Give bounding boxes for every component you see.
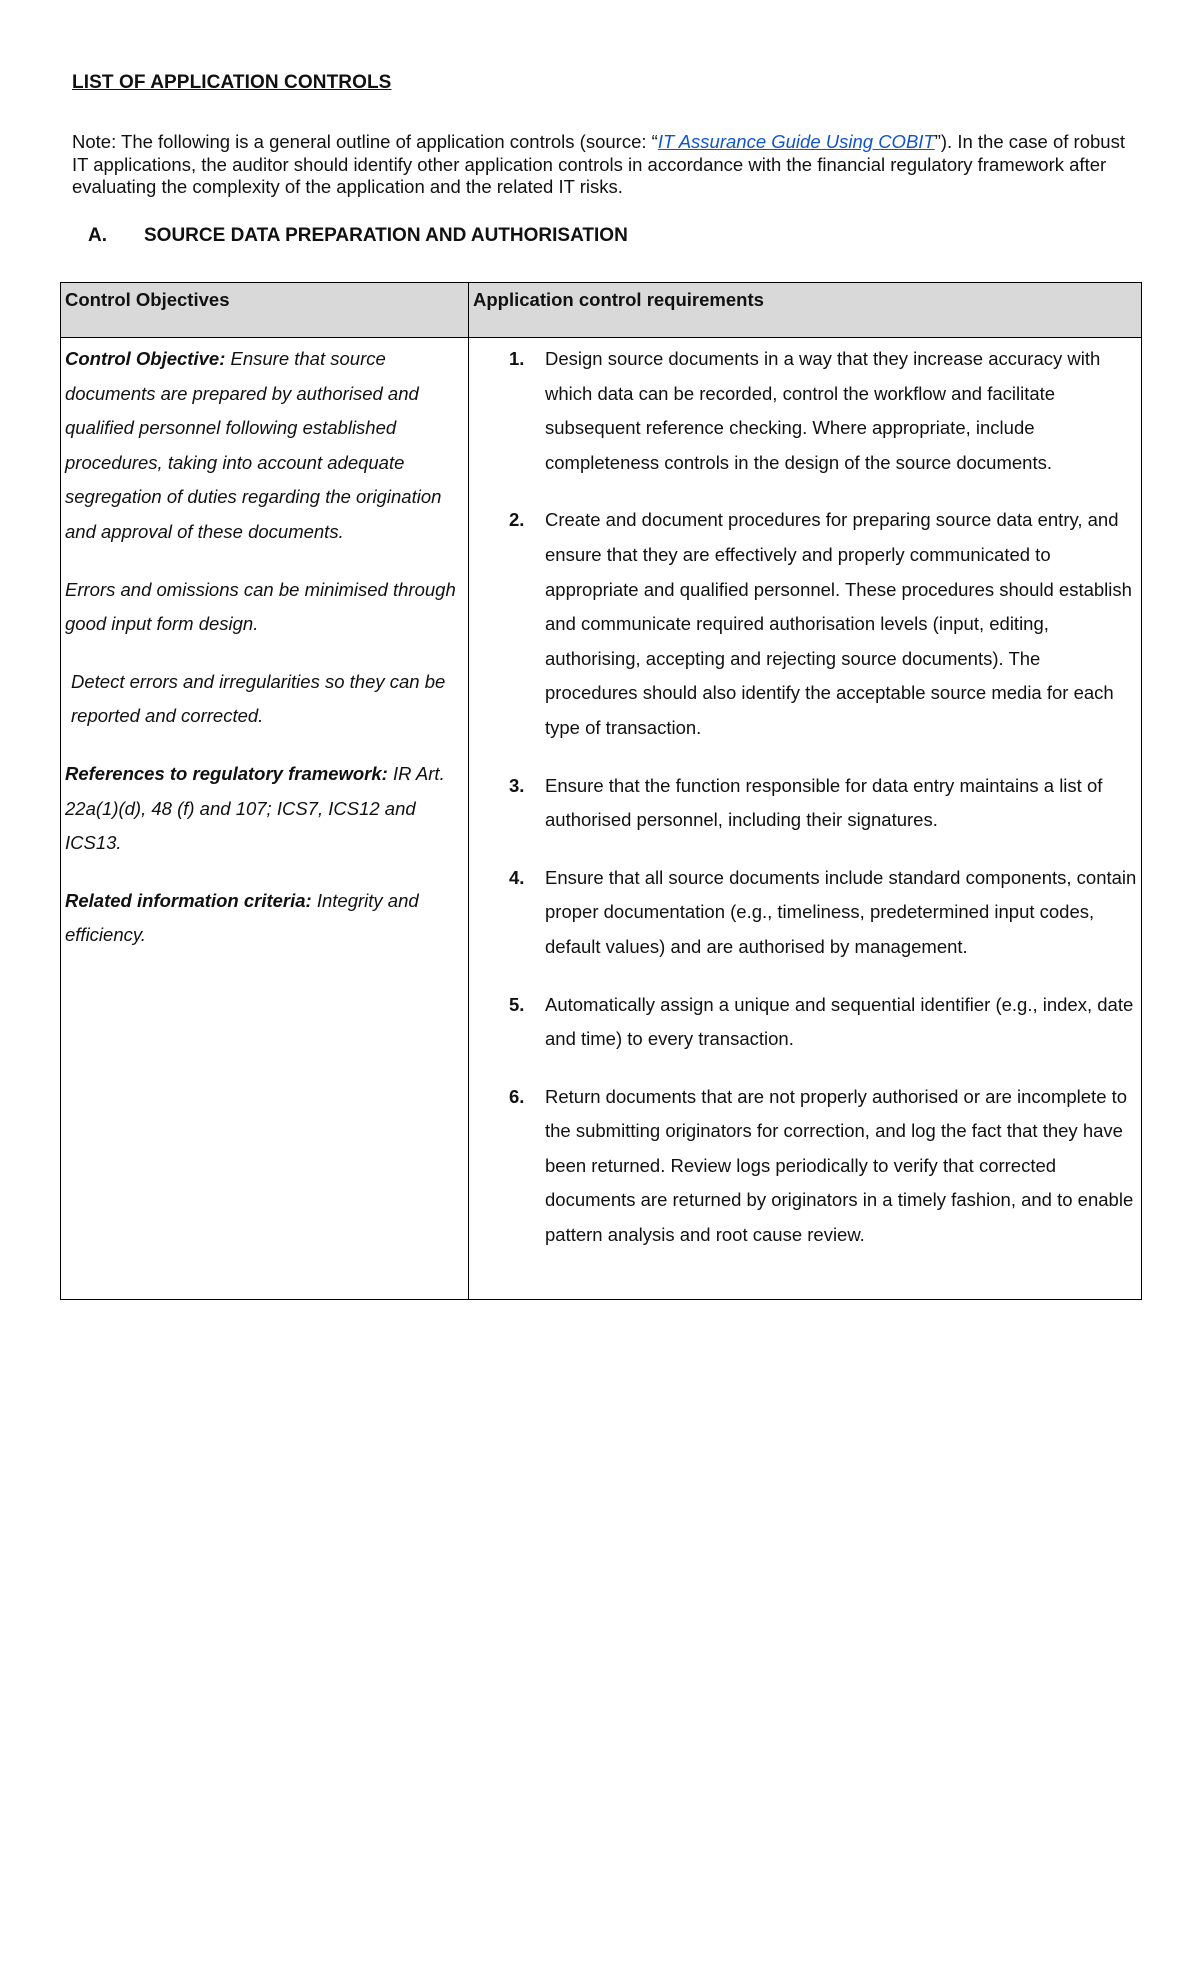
requirement-number: 6. [509, 1085, 525, 1107]
requirement-item [469, 861, 1137, 965]
requirement-item [469, 988, 1137, 1057]
cobit-guide-link[interactable]: IT Assurance Guide Using COBIT [657, 131, 935, 152]
note-suffix: ”). In the case of robust IT applications, the auditor should identify other application controls in accordance with the financial regulatory framework after evaluating the complexity of the application and the related IT risks. [72, 131, 1125, 197]
document-title: LIST OF APPLICATION CONTROLS [72, 72, 392, 93]
requirement-text: Return documents that are not properly authorised or are incomplete to the submitting originators for correction, and log the fact that they have been returned. Review logs periodically to verify that corrected documents are returned by originators in a timely fashion, and to enable pattern analysis and root cause review. [545, 1085, 1134, 1246]
control-objective-label: Control Objective: [65, 348, 226, 369]
control-objective-paragraph [65, 342, 462, 550]
control-objective-text: Ensure that source documents are prepared by authorised and qualified personnel following established procedures, taking into account adequate segregation of duties regarding the origination and approval of these documents. [65, 348, 442, 542]
table-header-row [61, 283, 1142, 338]
requirement-number: 4. [509, 866, 525, 888]
controls-table [60, 282, 1142, 1300]
header-control-objectives: Control Objectives [61, 283, 469, 338]
requirement-text: Design source documents in a way that they increase accuracy with which data can be recorded, control the workflow and facilitate subsequent reference checking. Where appropriate, include completeness controls in the design of the source documents. [545, 348, 1101, 473]
note-paragraph [72, 131, 1142, 199]
requirement-text: Automatically assign a unique and sequential identifier (e.g., index, date and time) to every transaction. [545, 993, 1134, 1050]
requirement-number: 2. [509, 509, 525, 531]
requirement-number: 1. [509, 348, 525, 369]
requirement-text: Ensure that the function responsible for data entry maintains a list of authorised personnel, including their signatures. [545, 774, 1103, 831]
requirements-cell [469, 338, 1142, 1300]
requirement-number: 3. [509, 774, 525, 796]
note-prefix: Note: The following is a general outline of application controls (source: “ [72, 131, 658, 152]
control-objectives-cell [61, 338, 469, 1300]
requirement-text: Create and document procedures for preparing source data entry, and ensure that they are effectively and properly communicated to appropriate and qualified personnel. These procedures should establish and communicate required authorisation levels (input, editing, authorising, accepting and rejecting source documents). The procedures should also identify the acceptable source media for each type of transaction. [545, 509, 1132, 738]
references-paragraph [65, 757, 462, 861]
requirement-item [469, 503, 1137, 745]
requirement-text: Ensure that all source documents include standard components, contain proper documentation (e.g., timeliness, predetermined input codes, default values) and are authorised by management. [545, 866, 1137, 957]
section-title: SOURCE DATA PREPARATION AND AUTHORISATION [144, 225, 628, 246]
table-row [61, 338, 1142, 1300]
references-text: IR Art. 22a(1)(d), 48 (f) and 107; ICS7, ICS12 and ICS13. [65, 762, 445, 854]
detect-errors-paragraph: Detect errors and irregularities so they can be reported and corrected. [71, 670, 446, 727]
header-application-control-requirements: Application control requirements [469, 283, 1142, 338]
criteria-paragraph [65, 884, 462, 953]
requirements-list [469, 342, 1137, 1253]
requirement-item [469, 769, 1137, 838]
requirement-item [469, 1080, 1137, 1253]
criteria-text: Integrity and efficiency. [65, 889, 419, 946]
section-letter: A. [88, 225, 107, 246]
references-label: References to regulatory framework: [65, 762, 388, 784]
requirement-item [469, 342, 1137, 480]
requirement-number: 5. [509, 993, 525, 1015]
criteria-label: Related information criteria: [65, 889, 312, 911]
section-heading [88, 225, 628, 247]
errors-paragraph: Errors and omissions can be minimised through good input form design. [65, 578, 456, 635]
